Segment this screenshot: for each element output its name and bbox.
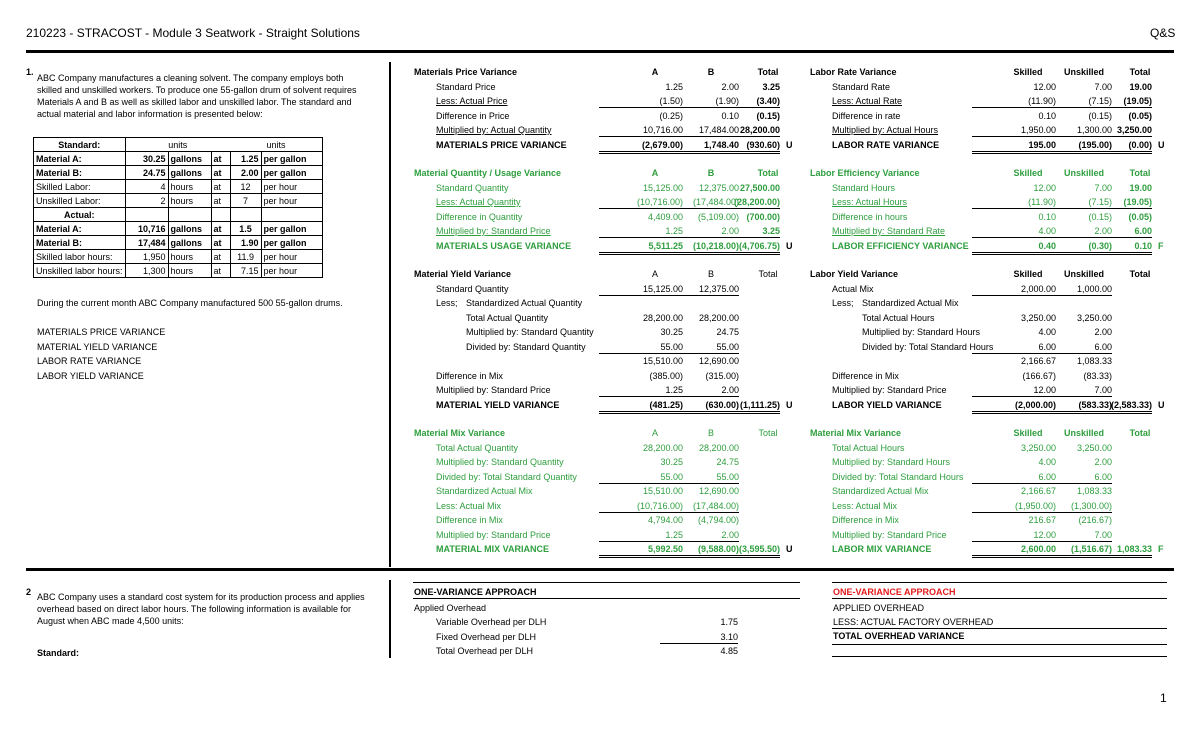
variance-flag: F — [1158, 544, 1164, 554]
cell-value: 12.00 — [1033, 182, 1056, 193]
cell-value: (2,583.33) — [1084, 399, 1152, 414]
column-header: Total — [758, 269, 778, 279]
column-header: Skilled — [1013, 168, 1043, 178]
variance-flag: U — [786, 139, 793, 150]
overhead-b-rule-top — [832, 582, 1167, 583]
cell-value: (28,200.00) — [712, 196, 780, 209]
row-label: Difference in hours — [832, 211, 908, 222]
standard-label: Standard: — [34, 138, 126, 152]
cell-value: (11.90) — [972, 196, 1056, 209]
section-title: Material Yield Variance — [414, 269, 512, 279]
cell-value: (5,109.00) — [697, 211, 739, 222]
row-label: Multiplied by: Standard Price — [832, 385, 947, 395]
cell-value: 6.00 — [1028, 471, 1112, 484]
row-label: Less: Actual Mix — [436, 500, 502, 511]
cell-value: 12,375.00 — [698, 182, 739, 193]
cell-value: 2,166.67 — [1020, 486, 1056, 496]
section-title: Labor Efficiency Variance — [810, 168, 920, 178]
variance-flag: F — [1158, 240, 1164, 251]
cell-value: (481.25) — [599, 399, 683, 414]
cell-value: 3,250.00 — [1084, 124, 1152, 137]
overhead-row-value: 4.85 — [720, 646, 738, 656]
row-label: Less: Actual Quantity — [436, 197, 521, 207]
cell-value: (1,950.00) — [972, 500, 1056, 513]
cell-value: (0.05) — [1128, 211, 1152, 222]
column-header: Unskilled — [1063, 67, 1104, 77]
variance-result-label: LABOR YIELD VARIANCE — [832, 399, 942, 410]
cell-value: 2.00 — [721, 81, 739, 92]
row-label: Multiplied by: Standard Price — [832, 529, 947, 540]
section-title: Materials Price Variance — [414, 67, 518, 77]
page-number: 1 — [1160, 691, 1167, 705]
cell-value: 2.00 — [1094, 457, 1112, 467]
units-label-2: units — [230, 138, 322, 152]
cell-value: 4.00 — [1038, 457, 1056, 467]
column-header: Skilled — [1013, 67, 1043, 77]
cell-value: 12.00 — [972, 384, 1056, 397]
cell-value: 4,794.00 — [647, 515, 683, 525]
cell-value: (166.67) — [1022, 370, 1056, 381]
cell-value: 4.00 — [972, 225, 1056, 238]
row-label: Less; — [436, 298, 458, 308]
row-label: Standard Quantity — [436, 182, 509, 193]
cell-value: 2.00 — [1094, 327, 1112, 337]
cell-value: 195.00 — [972, 139, 1056, 154]
row-label: Difference in Mix — [832, 515, 899, 525]
cell-value: (195.00) — [1028, 139, 1112, 154]
cell-value: 0.10 — [1038, 110, 1056, 121]
row-label: Difference in Quantity — [436, 211, 523, 222]
cell-value: 1,950.00 — [972, 124, 1056, 137]
standard-actual-table — [33, 137, 323, 278]
q2-standard-label: Standard: — [37, 648, 80, 658]
cell-value: (0.05) — [1128, 110, 1152, 121]
cell-value: (83.33) — [1083, 370, 1112, 381]
column-header: A — [651, 67, 659, 77]
cell-value: 1,083.33 — [1076, 356, 1112, 366]
row-label: Multiplied by: Actual Quantity — [436, 125, 552, 135]
cell-value: (19.05) — [1084, 95, 1152, 108]
row-label: Less: Actual Mix — [832, 500, 898, 511]
cell-value: 1,083.33 — [1076, 486, 1112, 496]
row-label: Multiplied by: Standard Price — [436, 385, 551, 395]
cell-value: 7.00 — [1094, 182, 1112, 193]
column-header: Total — [1129, 67, 1151, 77]
cell-value: 0.10 — [721, 110, 739, 121]
row-label: Difference in Price — [436, 110, 510, 121]
cell-value: 55.00 — [655, 471, 739, 484]
cell-value: 7.00 — [1028, 529, 1112, 542]
row-label: Standard Price — [436, 81, 496, 92]
cell-value: (1,111.25) — [712, 399, 780, 414]
row-label: Divided by: Total Standard Quantity — [436, 471, 577, 482]
cell-value: (930.60) — [712, 139, 780, 154]
cell-value: 3,250.00 — [1020, 442, 1056, 453]
overhead-b-rule-2 — [832, 628, 1167, 629]
cell-value: (19.05) — [1084, 196, 1152, 209]
row-label: Multiplied by: Standard Hours — [862, 327, 981, 337]
units-label: units — [125, 138, 230, 152]
cell-value: (10,218.00) — [655, 240, 739, 255]
row-label: Standardized Actual Mix — [862, 298, 959, 308]
cell-value: 3,250.00 — [1076, 442, 1112, 453]
cell-value: (630.00) — [655, 399, 739, 414]
cell-value: 0.10 — [1084, 240, 1152, 255]
row-label: Divided by: Standard Quantity — [466, 341, 586, 352]
cell-value: 7.00 — [1028, 384, 1112, 397]
document-title: 210223 - STRACOST - Module 3 Seatwork - Straight Solutions — [26, 26, 360, 40]
cell-value: (4,794.00) — [697, 515, 739, 525]
column-header: Total — [757, 168, 779, 178]
cell-value: 1,000.00 — [1028, 283, 1112, 296]
cell-value: 6.00 — [1084, 225, 1152, 238]
cell-value: 27,500.00 — [739, 182, 780, 193]
cell-value: (1,516.67) — [1028, 543, 1112, 558]
column-header: Unskilled — [1063, 269, 1104, 279]
table-row: Unskilled labor hours: 1,300 hours at 7.15 per hour — [34, 264, 323, 278]
cell-value: (0.15) — [756, 110, 780, 121]
overhead-b-rule — [832, 598, 1167, 599]
column-header: Unskilled — [1063, 168, 1104, 178]
variance-result-label: MATERIAL MIX VARIANCE — [436, 544, 550, 554]
overhead-row-label: Fixed Overhead per DLH — [436, 632, 537, 642]
applied-overhead-label: Applied Overhead — [414, 603, 487, 613]
row-label: Standard Hours — [832, 182, 896, 193]
table-row: Material B: 17,484 gallons at 1.90 per gallon — [34, 236, 323, 250]
cell-value: (0.15) — [1088, 110, 1112, 121]
overhead-b-line: TOTAL OVERHEAD VARIANCE — [833, 631, 965, 641]
variance-result-label: LABOR MIX VARIANCE — [832, 544, 932, 554]
cell-value: 15,125.00 — [599, 283, 683, 296]
cell-value: (583.33) — [1028, 399, 1112, 414]
during-text: During the current month ABC Company manufactured 500 55-gallon drums. — [37, 298, 343, 308]
cell-value: (10,716.00) — [599, 500, 683, 513]
overhead-title: ONE-VARIANCE APPROACH — [414, 587, 537, 597]
cell-value: 5,511.25 — [599, 240, 683, 255]
overhead-b-line: LESS: ACTUAL FACTORY OVERHEAD — [833, 617, 994, 627]
section-divider — [26, 568, 1174, 571]
cell-value: (0.00) — [1084, 139, 1152, 154]
variance-flag: U — [1158, 399, 1165, 410]
row-label: Divided by: Total Standard Hours — [832, 471, 964, 482]
cell-value: 28,200.00 — [642, 442, 683, 453]
overhead-rule — [413, 598, 800, 599]
cell-value: (2,000.00) — [972, 399, 1056, 414]
row-label: Total Actual Quantity — [466, 312, 549, 323]
row-label: Multiplied by: Standard Price — [436, 226, 551, 236]
cell-value: 1.25 — [599, 225, 683, 238]
variance-flag: U — [786, 399, 793, 410]
overhead-b-rule-3 — [832, 644, 1167, 645]
variance-flag: U — [786, 240, 793, 251]
section-title: Labor Yield Variance — [810, 269, 899, 279]
column-header: B — [707, 269, 714, 279]
table-row: Material B: 24.75 gallons at 2.00 per gallon — [34, 166, 323, 180]
vertical-divider — [389, 62, 391, 567]
cell-value: 3,250.00 — [1020, 312, 1056, 323]
cell-value: 2.00 — [1028, 225, 1112, 238]
vertical-divider-lower — [389, 580, 391, 658]
table-row: Material A: 30.25 gallons at 1.25 per gallon — [34, 152, 323, 166]
overhead-row-label: Total Overhead per DLH — [436, 646, 534, 656]
cell-value: 0.40 — [972, 240, 1056, 255]
cell-value: (0.15) — [1088, 211, 1112, 222]
cell-value: 28,200.00 — [698, 442, 739, 453]
cell-value: (4,706.75) — [712, 240, 780, 255]
question-number: 1. — [26, 67, 34, 77]
column-header: Total — [1129, 168, 1151, 178]
cell-value: 2,166.67 — [1020, 356, 1056, 366]
variance-result-label: LABOR EFFICIENCY VARIANCE — [832, 240, 969, 251]
cell-value: 1,748.40 — [655, 139, 739, 154]
row-label: Total Actual Hours — [832, 442, 905, 453]
variance-result-label: MATERIALS USAGE VARIANCE — [436, 240, 572, 251]
section-title: Material Quantity / Usage Variance — [414, 168, 562, 178]
column-header: A — [651, 428, 658, 438]
cell-value: 15,510.00 — [642, 356, 683, 366]
cell-value: 17,484.00 — [655, 124, 739, 137]
cell-value: (2,679.00) — [599, 139, 683, 154]
q2-intro: ABC Company uses a standard cost system for its production process and applies overhead based on direct labor hours. The following information is available for August when ABC made 4,500 units: — [37, 592, 365, 626]
row-label: Multiplied by: Standard Hours — [832, 457, 951, 467]
variance-result-label: MATERIALS PRICE VARIANCE — [436, 139, 567, 150]
variance-result-label: MATERIAL YIELD VARIANCE — [436, 399, 560, 410]
cell-value: (10,716.00) — [599, 196, 683, 209]
header-right-label: Q&S — [1150, 26, 1176, 40]
cell-value: 6.00 — [972, 341, 1056, 354]
cell-value: 216.67 — [1028, 515, 1056, 525]
cell-value: 2,600.00 — [972, 543, 1056, 558]
table-row: Material A: 10,716 gallons at 1.5 per gallon — [34, 222, 323, 236]
table-row: Skilled labor hours: 1,950 hours at 11.9 per hour — [34, 250, 323, 264]
cell-value: 10,716.00 — [599, 124, 683, 137]
overhead-row-value: 3.10 — [660, 631, 738, 644]
header-rule — [26, 50, 1174, 53]
section-title: Labor Rate Variance — [810, 67, 897, 77]
row-label: Standardized Actual Mix — [436, 486, 533, 496]
row-label: Less; — [832, 298, 854, 308]
column-header: B — [707, 168, 715, 178]
cell-value: 1.25 — [665, 81, 683, 92]
cell-value: 5,992.50 — [599, 543, 683, 558]
list-item: MATERIAL YIELD VARIANCE — [37, 342, 158, 352]
column-header: Total — [1129, 428, 1151, 438]
row-label: Standardized Actual Quantity — [466, 298, 583, 308]
cell-value: 4,409.00 — [647, 211, 683, 222]
cell-value: (700.00) — [746, 211, 780, 222]
column-header: A — [651, 168, 659, 178]
row-label: Less: Actual Price — [436, 96, 508, 106]
cell-value: (1.90) — [655, 95, 739, 108]
overhead-rule-top — [413, 582, 800, 583]
cell-value: 55.00 — [655, 341, 739, 354]
row-label: Actual Mix — [832, 283, 874, 294]
cell-value: (11.90) — [972, 95, 1056, 108]
cell-value: (1.50) — [599, 95, 683, 108]
variance-result-label: LABOR RATE VARIANCE — [832, 139, 940, 150]
list-item: LABOR YIELD VARIANCE — [37, 371, 144, 381]
cell-value: 6.00 — [972, 471, 1056, 484]
cell-value: 19.00 — [1129, 81, 1152, 92]
cell-value: (17,484.00) — [655, 500, 739, 513]
cell-value: 28,200.00 — [712, 124, 780, 137]
actual-label: Actual: — [34, 208, 126, 222]
column-header: B — [707, 428, 714, 438]
overhead-b-title: ONE-VARIANCE APPROACH — [833, 587, 956, 597]
variance-flag: U — [786, 544, 793, 554]
cell-value: 28,200.00 — [642, 312, 683, 323]
section-title: Material Mix Variance — [810, 428, 902, 438]
table-row: Unskilled Labor: 2 hours at 7 per hour — [34, 194, 323, 208]
cell-value: 15,510.00 — [642, 486, 683, 496]
column-header: Skilled — [1013, 269, 1043, 279]
row-label: Multiplied by: Standard Quantity — [436, 457, 564, 467]
cell-value: (9,588.00) — [655, 543, 739, 558]
cell-value: (17,484.00) — [655, 196, 739, 209]
cell-value: (3.40) — [712, 95, 780, 108]
cell-value: (3,595.50) — [712, 543, 780, 558]
list-item: MATERIALS PRICE VARIANCE — [37, 327, 166, 337]
cell-value: 7.00 — [1094, 81, 1112, 92]
row-label: Less: Actual Hours — [832, 197, 908, 207]
cell-value: 19.00 — [1129, 182, 1152, 193]
cell-value: 30.25 — [660, 457, 683, 467]
cell-value: 1,083.33 — [1084, 543, 1152, 558]
table-row: Skilled Labor: 4 hours at 12 per hour — [34, 180, 323, 194]
column-header: A — [651, 269, 658, 279]
cell-value: (0.30) — [1028, 240, 1112, 255]
row-label: Divided by: Total Standard Hours — [862, 341, 994, 352]
overhead-row-label: Variable Overhead per DLH — [436, 617, 547, 627]
cell-value: 24.75 — [716, 327, 739, 337]
cell-value: 30.25 — [660, 327, 683, 337]
cell-value: (7.15) — [1028, 95, 1112, 108]
cell-value: 55.00 — [599, 471, 683, 484]
row-label: Difference in Mix — [436, 370, 503, 381]
cell-value: 12.00 — [1033, 81, 1056, 92]
q1-intro: ABC Company manufactures a cleaning solvent. The company employs both skilled and unskilled workers. To produce one 55-gallon drum of solvent requires Materials A and B as well as skilled labor and unskilled labor. The standard and actual material and labor information is presented below: — [37, 73, 357, 119]
overhead-b-line: APPLIED OVERHEAD — [833, 603, 925, 613]
row-label: Less: Actual Rate — [832, 96, 903, 106]
question-number-2: 2 — [26, 587, 32, 597]
row-label: Difference in rate — [832, 110, 901, 121]
cell-value: 3.25 — [712, 225, 780, 238]
column-header: Total — [757, 67, 779, 77]
cell-value: 1,300.00 — [1028, 124, 1112, 137]
cell-value: 15,125.00 — [642, 182, 683, 193]
cell-value: 6.00 — [1028, 341, 1112, 354]
overhead-b-rule-4 — [832, 656, 1167, 657]
cell-value: 1.25 — [599, 529, 683, 542]
row-label: Standard Rate — [832, 81, 891, 92]
cell-value: 3,250.00 — [1076, 312, 1112, 323]
cell-value: 12,690.00 — [698, 486, 739, 496]
row-label: Multiplied by: Standard Price — [436, 529, 551, 540]
cell-value: 24.75 — [716, 457, 739, 467]
column-header: B — [707, 67, 715, 77]
cell-value: 0.10 — [1038, 211, 1056, 222]
cell-value: 12,690.00 — [698, 356, 739, 366]
cell-value: 12.00 — [972, 529, 1056, 542]
cell-value: 2.00 — [655, 384, 739, 397]
cell-value: 2,000.00 — [972, 283, 1056, 296]
cell-value: 1.25 — [599, 384, 683, 397]
row-label: Multiplied by: Standard Quantity — [466, 327, 594, 337]
row-label: Standard Quantity — [436, 283, 509, 294]
overhead-row-value: 1.75 — [720, 617, 738, 627]
list-item: LABOR RATE VARIANCE — [37, 356, 142, 366]
cell-value: 28,200.00 — [698, 312, 739, 323]
cell-value: 12,375.00 — [655, 283, 739, 296]
row-label: Standardized Actual Mix — [832, 486, 929, 496]
row-label: Total Actual Hours — [862, 312, 935, 323]
cell-value: (216.67) — [1078, 515, 1112, 525]
row-label: Multiplied by: Actual Hours — [832, 125, 939, 135]
row-label: Total Actual Quantity — [436, 442, 519, 453]
cell-value: (1,300.00) — [1028, 500, 1112, 513]
column-header: Unskilled — [1063, 428, 1104, 438]
cell-value: 2.00 — [655, 529, 739, 542]
cell-value: (385.00) — [649, 370, 683, 381]
cell-value: (315.00) — [705, 370, 739, 381]
cell-value: 4.00 — [1038, 327, 1056, 337]
section-title: Material Mix Variance — [414, 428, 506, 438]
column-header: Skilled — [1013, 428, 1043, 438]
column-header: Total — [758, 428, 778, 438]
cell-value: (0.25) — [659, 110, 683, 121]
row-label: Multiplied by: Standard Rate — [832, 226, 946, 236]
cell-value: (7.15) — [1028, 196, 1112, 209]
variance-flag: U — [1158, 139, 1165, 150]
column-header: Total — [1129, 269, 1151, 279]
row-label: Difference in Mix — [832, 370, 899, 381]
cell-value: 3.25 — [762, 81, 780, 92]
row-label: Difference in Mix — [436, 515, 503, 525]
cell-value: 55.00 — [599, 341, 683, 354]
cell-value: 2.00 — [655, 225, 739, 238]
